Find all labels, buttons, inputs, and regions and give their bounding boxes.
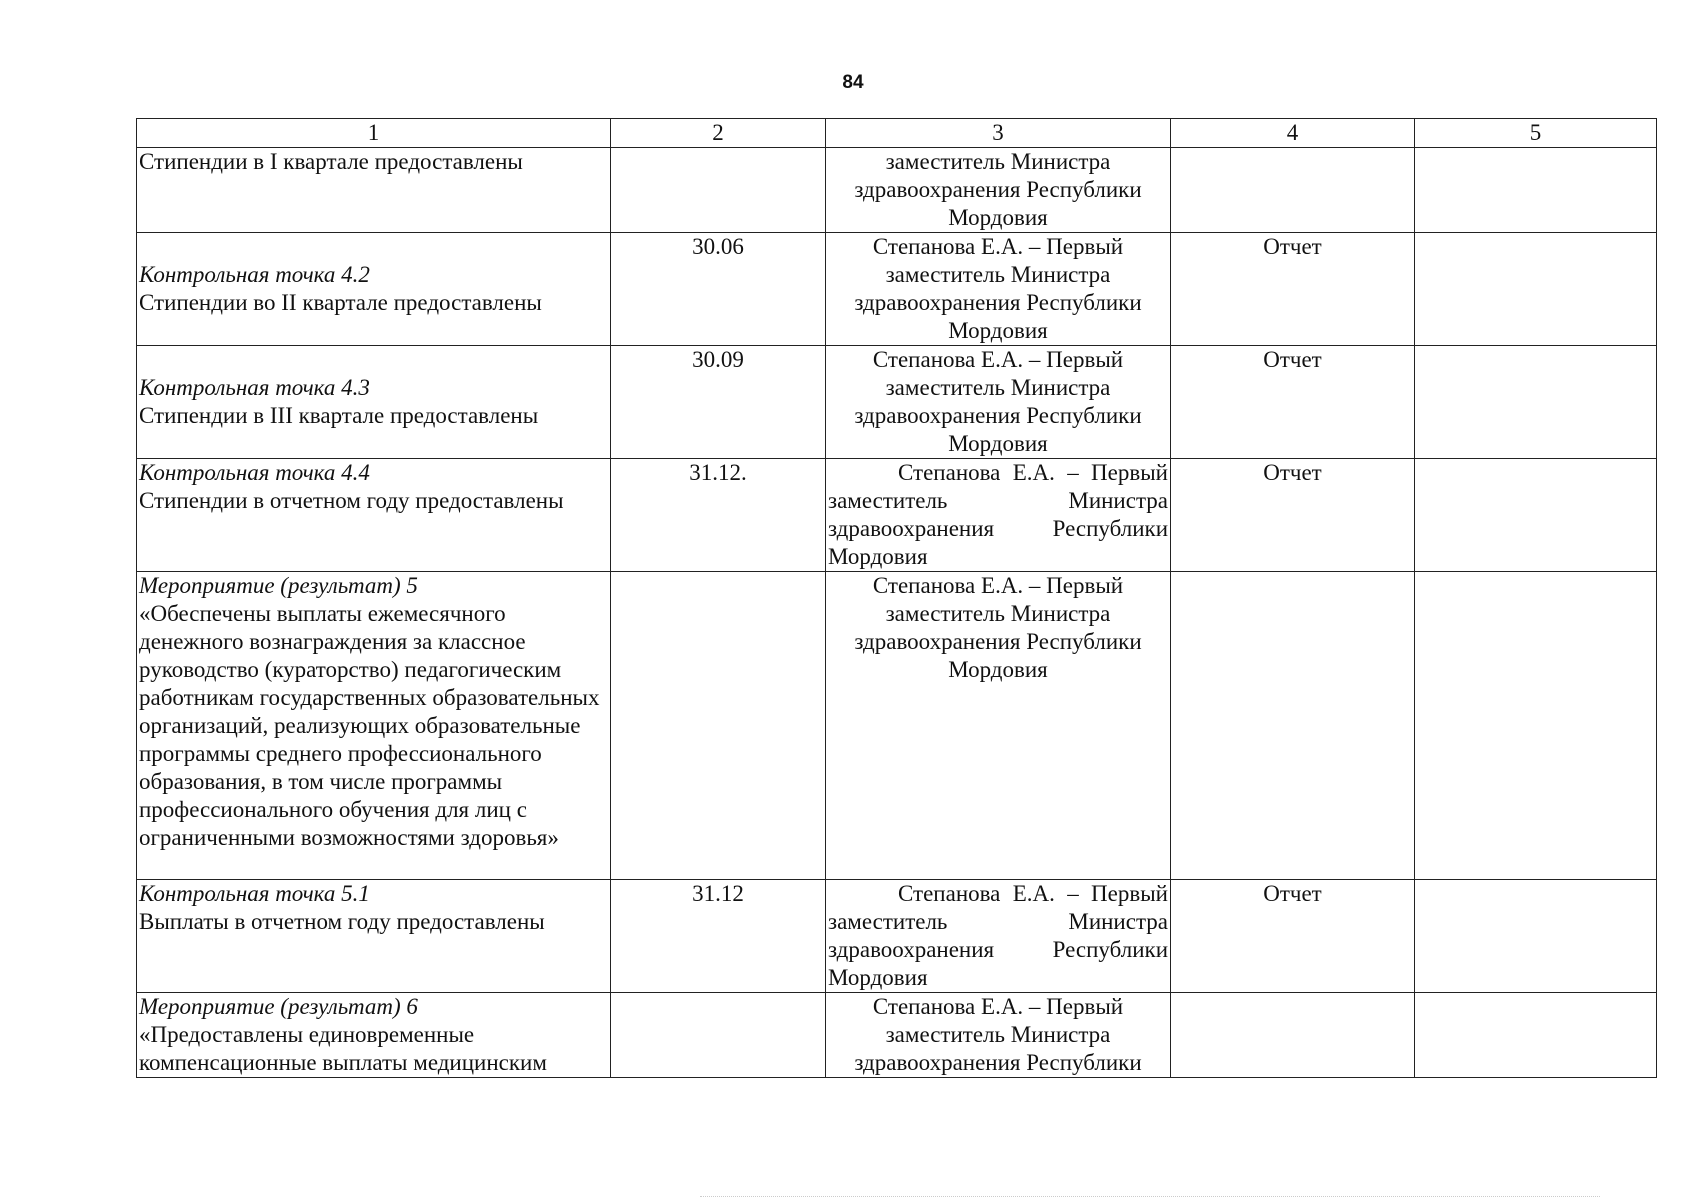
activity-title: Мероприятие (результат) 6 — [139, 994, 418, 1019]
column-header-1: 1 — [137, 119, 611, 148]
checkpoint-title: Контрольная точка 4.2 — [139, 262, 370, 287]
table-row — [137, 346, 1657, 459]
responsible-text: Степанова Е.А. – Первый заместитель Министра здравоохранения Республики Мордовия — [854, 347, 1142, 456]
description-text: Стипендии в отчетном году предоставлены — [139, 488, 564, 513]
date-cell — [611, 880, 826, 993]
report-type-cell — [1171, 880, 1415, 993]
responsible-cell — [826, 572, 1171, 880]
table-header-row — [137, 119, 1657, 148]
description-text: Стипендии во II квартале предоставлены — [139, 290, 542, 315]
table-row — [137, 993, 1657, 1078]
description-cell — [137, 459, 611, 572]
responsible-cell — [826, 148, 1171, 233]
checkpoint-title: Контрольная точка 4.4 — [139, 460, 370, 485]
checkpoint-title: Контрольная точка 5.1 — [139, 881, 370, 906]
description-text: Стипендии в III квартале предоставлены — [139, 403, 539, 428]
report-type-cell — [1171, 233, 1415, 346]
report-type: Отчет — [1263, 347, 1322, 372]
schedule-table — [136, 118, 1657, 1078]
report-type: Отчет — [1263, 234, 1322, 259]
description-cell — [137, 572, 611, 880]
column-header-3: 3 — [826, 119, 1171, 148]
responsible-text: Степанова Е.А. – Первый заместитель Министра здравоохранения Республики Мордовия — [854, 234, 1142, 343]
description-text: «Обеспечены выплаты ежемесячного денежного вознаграждения за классное руководство (кураторство) педагогическим работникам государственных образовательных организаций, реализующих образовательные программы среднего профессионального образования, в том числе программы профессионального обучения для лиц с ограниченными возможностями здоровья» — [139, 601, 600, 850]
scan-artifact-line — [700, 1196, 1600, 1198]
column-header-5: 5 — [1415, 119, 1657, 148]
table-row — [137, 148, 1657, 233]
description-cell — [137, 233, 611, 346]
date-cell — [611, 346, 826, 459]
description-cell — [137, 346, 611, 459]
table-row — [137, 233, 1657, 346]
activity-title: Мероприятие (результат) 5 — [139, 573, 418, 598]
table-row — [137, 880, 1657, 993]
report-type-cell — [1171, 459, 1415, 572]
description-cell — [137, 993, 611, 1078]
report-type-cell — [1171, 993, 1415, 1078]
description-text: «Предоставлены единовременные компенсационные выплаты медицинским — [139, 1022, 547, 1075]
responsible-cell — [826, 233, 1171, 346]
report-type-cell — [1171, 346, 1415, 459]
page-number: 84 — [842, 72, 864, 93]
description-text: Выплаты в отчетном году предоставлены — [139, 909, 545, 934]
table-row — [137, 459, 1657, 572]
deadline-date: 30.09 — [692, 347, 744, 372]
date-cell — [611, 233, 826, 346]
table-row — [137, 572, 1657, 880]
responsible-text: Степанова Е.А. – Первый заместитель Министра здравоохранения Республики Мордовия — [854, 573, 1142, 682]
notes-cell — [1415, 880, 1657, 993]
date-cell — [611, 572, 826, 880]
report-type: Отчет — [1263, 460, 1322, 485]
notes-cell — [1415, 148, 1657, 233]
notes-cell — [1415, 993, 1657, 1078]
column-header-4: 4 — [1171, 119, 1415, 148]
notes-cell — [1415, 459, 1657, 572]
date-cell — [611, 148, 826, 233]
responsible-text: заместитель Министра здравоохранения Республики Мордовия — [854, 149, 1142, 230]
date-cell — [611, 459, 826, 572]
responsible-text: Степанова Е.А. – Первый заместитель Министра здравоохранения Республики Мордовия — [828, 881, 1168, 990]
notes-cell — [1415, 233, 1657, 346]
responsible-cell — [826, 346, 1171, 459]
responsible-cell — [826, 880, 1171, 993]
deadline-date: 31.12 — [692, 881, 744, 906]
responsible-cell — [826, 993, 1171, 1078]
description-cell — [137, 148, 611, 233]
deadline-date: 30.06 — [692, 234, 744, 259]
date-cell — [611, 993, 826, 1078]
deadline-date: 31.12. — [689, 460, 747, 485]
checkpoint-title: Контрольная точка 4.3 — [139, 375, 370, 400]
description-cell — [137, 880, 611, 993]
notes-cell — [1415, 346, 1657, 459]
column-header-2: 2 — [611, 119, 826, 148]
report-type-cell — [1171, 148, 1415, 233]
responsible-cell — [826, 459, 1171, 572]
description-text: Стипендии в I квартале предоставлены — [139, 149, 523, 174]
responsible-text: Степанова Е.А. – Первый заместитель Министра здравоохранения Республики — [854, 994, 1142, 1075]
responsible-text: Степанова Е.А. – Первый заместитель Министра здравоохранения Республики Мордовия — [828, 460, 1168, 569]
report-type-cell — [1171, 572, 1415, 880]
report-type: Отчет — [1263, 881, 1322, 906]
notes-cell — [1415, 572, 1657, 880]
